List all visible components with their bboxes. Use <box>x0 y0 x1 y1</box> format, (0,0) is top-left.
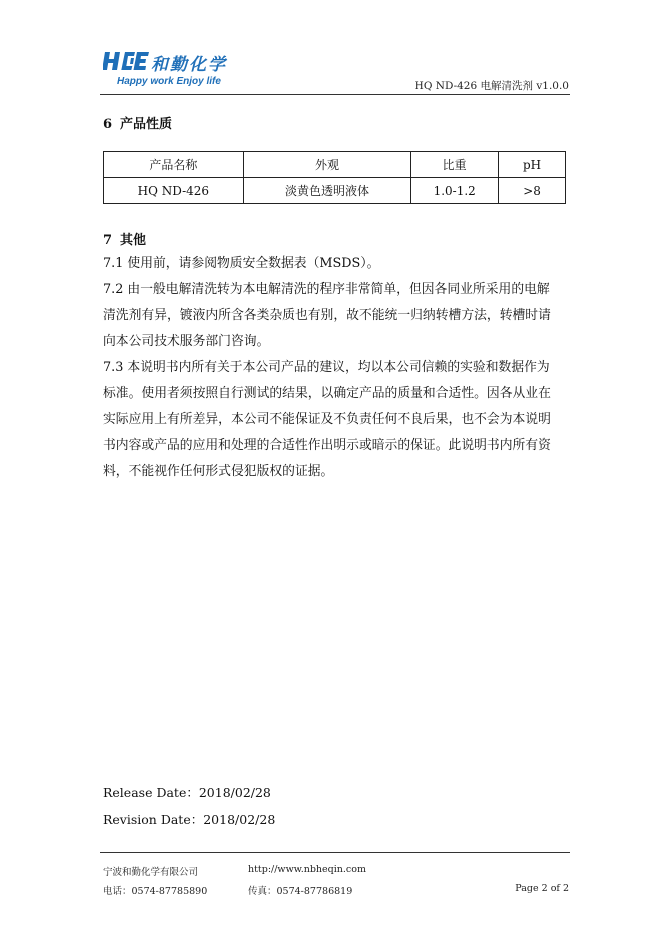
release-date: Release Date：2018/02/28 <box>103 785 271 800</box>
revision-date: Revision Date：2018/02/28 <box>103 812 276 827</box>
footer-website-link[interactable]: http://www.nbheqin.com <box>248 864 366 875</box>
paragraph-7-2 <box>103 277 569 355</box>
footer-page-number: Page 2 of 2 <box>515 883 569 894</box>
logo-chinese-name: 和勤化学 <box>151 55 227 75</box>
table-header-cell: 外观 <box>243 152 411 178</box>
section-6-heading <box>103 113 172 132</box>
hqe-logo-mark-icon <box>103 50 149 72</box>
table-header-cell: 产品名称 <box>104 152 244 178</box>
section-7-number: 7 <box>103 233 113 248</box>
section-7-heading <box>103 229 146 248</box>
table-cell: 淡黄色透明液体 <box>243 178 411 204</box>
paragraph-7-1 <box>103 251 569 277</box>
section-6-number: 6 <box>103 117 113 132</box>
table-header-cell: pH <box>499 152 566 178</box>
header-divider <box>100 94 570 95</box>
product-properties-table <box>103 151 566 204</box>
paragraph-line: 向本公司技术服务部门咨询。 <box>103 334 270 349</box>
table-cell: 1.0-1.2 <box>411 178 499 204</box>
section-6-title: 产品性质 <box>120 117 173 132</box>
paragraph-7-3 <box>103 355 569 485</box>
logo-slogan: Happy work Enjoy life <box>117 76 221 87</box>
footer-phone: 电话：0574-87785890 <box>103 886 208 897</box>
paragraph-line: 实际应用上有所差异，本公司不能保证及不负责任何不良后果，也不会为本说明 <box>103 412 551 427</box>
company-logo <box>103 50 263 90</box>
paragraph-line: 书内容或产品的应用和处理的合适性作出明示或暗示的保证。此说明书内所有资 <box>103 438 551 453</box>
footer-company-name: 宁波和勤化学有限公司 <box>103 867 199 878</box>
paragraph-line: 标准。使用者须按照自行测试的结果，以确定产品的质量和合适性。因各从业在 <box>103 386 551 401</box>
footer-divider <box>100 852 570 853</box>
table-header-row <box>104 152 566 178</box>
header-document-reference: HQ ND-426 电解清洗剂 v1.0.0 <box>414 80 569 92</box>
table-cell: >8 <box>499 178 566 204</box>
footer-fax: 传真：0574-87786819 <box>248 886 353 897</box>
table-row <box>104 178 566 204</box>
paragraph-line: 7.1 使用前，请参阅物质安全数据表（MSDS）。 <box>103 256 380 271</box>
paragraph-line: 7.3 本说明书内所有关于本公司产品的建议，均以本公司信赖的实验和数据作为 <box>103 360 550 375</box>
section-7-title: 其他 <box>120 233 147 248</box>
paragraph-line: 料，不能视作任何形式侵犯版权的证据。 <box>103 464 334 479</box>
paragraph-line: 清洗剂有异，镀液内所含各类杂质也有别，故不能统一归纳转槽方法，转槽时请 <box>103 308 551 323</box>
paragraph-line: 7.2 由一般电解清洗转为本电解清洗的程序非常简单，但因各同业所采用的电解 <box>103 282 550 297</box>
table-header-cell: 比重 <box>411 152 499 178</box>
table-cell: HQ ND-426 <box>104 178 244 204</box>
